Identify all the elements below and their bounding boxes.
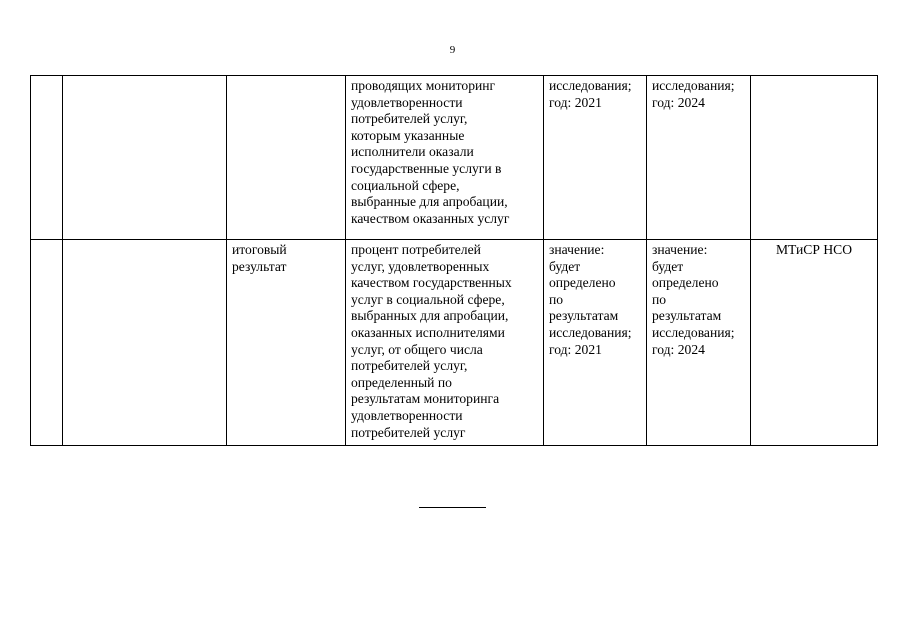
indicator-description-cell: процент потребителей услуг, удовлетворенных качеством государственных услуг в социальной сфере, выбранных для апробации, оказанных исполнителями услуг, от общего числа потребителей услуг, определенный по результатам мониторинга удовлетворенности потребителей услуг <box>346 240 544 446</box>
base-value-cell: исследования; год: 2021 <box>544 76 647 240</box>
base-value-cell: значение: будет определено по результатам исследования; год: 2021 <box>544 240 647 446</box>
table-row <box>31 76 878 240</box>
goal-cell <box>63 240 227 446</box>
result-type-cell <box>227 76 346 240</box>
responsible-cell: МТиСР НСО <box>751 240 878 446</box>
row-number-cell <box>31 76 63 240</box>
responsible-cell <box>751 76 878 240</box>
page-number: 9 <box>449 44 456 56</box>
indicator-description-cell: проводящих мониторинг удовлетворенности потребителей услуг, которым указанные исполнители оказали государственные услуги в социальной сфере, выбранные для апробации, качеством оказанных услуг <box>346 76 544 240</box>
results-table <box>30 75 878 446</box>
target-value-cell: исследования; год: 2024 <box>647 76 751 240</box>
table-row <box>31 240 878 446</box>
goal-cell <box>63 76 227 240</box>
result-type-cell: итоговый результат <box>227 240 346 446</box>
end-of-document-line <box>419 507 486 508</box>
row-number-cell <box>31 240 63 446</box>
target-value-cell: значение: будет определено по результатам исследования; год: 2024 <box>647 240 751 446</box>
